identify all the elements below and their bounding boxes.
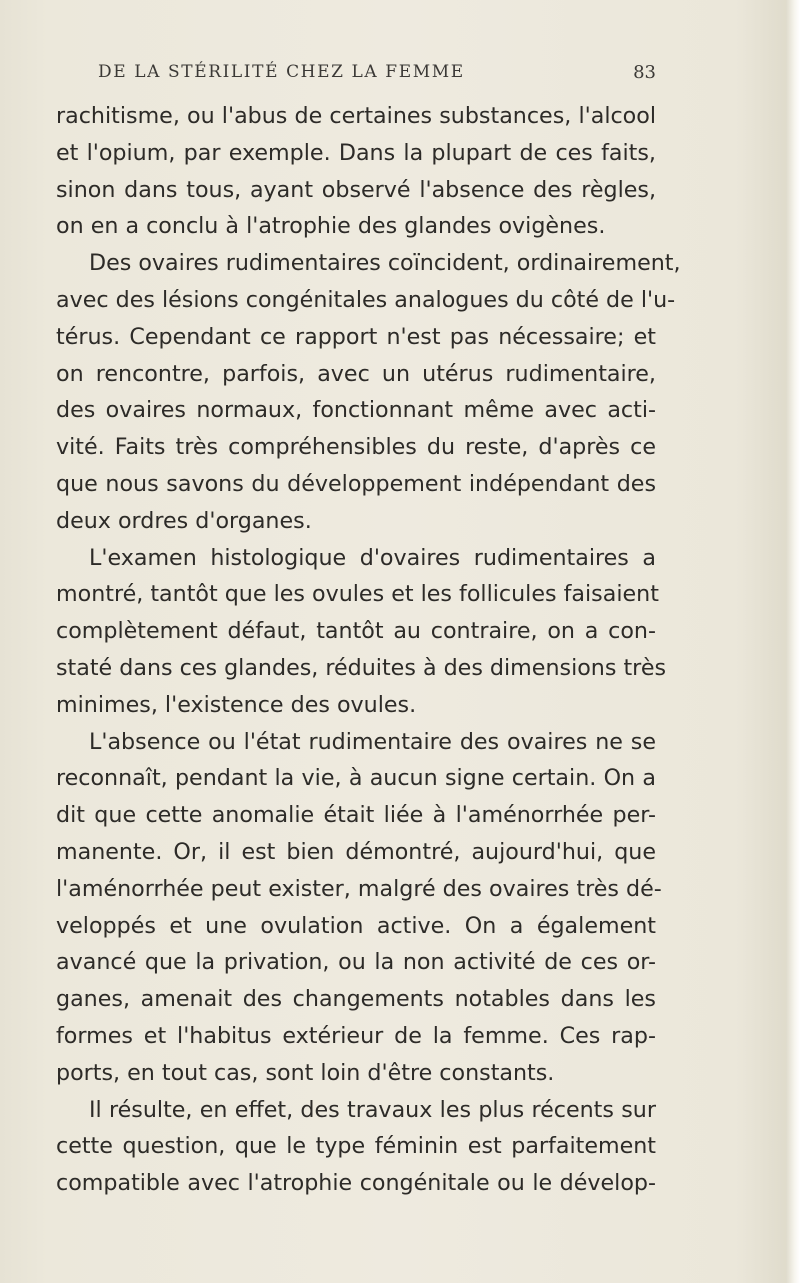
- text-line: que nous savons du développement indépendant des: [56, 470, 656, 497]
- text-line: Des ovaires rudimentaires coïncident, ordinairement,: [89, 250, 681, 277]
- text-line: compatible avec l'atrophie congénitale ou le dévelop-: [56, 1170, 656, 1197]
- text-line: avancé que la privation, ou la non activité de ces or-: [56, 949, 656, 976]
- text-line: sinon dans tous, ayant observé l'absence des règles,: [56, 176, 656, 203]
- text-line: des ovaires normaux, fonctionnant même avec acti-: [56, 397, 656, 424]
- page-number: 83: [633, 62, 656, 83]
- text-line: deux ordres d'organes.: [56, 507, 312, 534]
- text-line: cette question, que le type féminin est parfaitement: [56, 1133, 656, 1160]
- page-header: [98, 62, 656, 92]
- text-line: manente. Or, il est bien démontré, aujourd'hui, que: [56, 838, 656, 865]
- text-line: ports, en tout cas, sont loin d'être constants.: [56, 1059, 555, 1086]
- running-head: DE LA STÉRILITÉ CHEZ LA FEMME: [98, 62, 465, 82]
- text-line: térus. Cependant ce rapport n'est pas nécessaire; et: [56, 323, 656, 350]
- text-line: on en a conclu à l'atrophie des glandes ovigènes.: [56, 213, 606, 240]
- page-edge: [786, 0, 800, 1283]
- text-line: vité. Faits très compréhensibles du reste, d'après ce: [56, 434, 656, 461]
- text-line: L'absence ou l'état rudimentaire des ovaires ne se: [89, 728, 656, 755]
- text-line: on rencontre, parfois, avec un utérus rudimentaire,: [56, 360, 656, 387]
- text-line: formes et l'habitus extérieur de la femme. Ces rap-: [56, 1022, 656, 1049]
- text-line: staté dans ces glandes, réduites à des dimensions très: [56, 654, 667, 681]
- text-line: Il résulte, en effet, des travaux les plus récents sur: [89, 1096, 656, 1123]
- text-line: minimes, l'existence des ovules.: [56, 691, 417, 718]
- text-line: veloppés et une ovulation active. On a également: [56, 912, 656, 939]
- text-line: reconnaît, pendant la vie, à aucun signe certain. On a: [56, 765, 656, 792]
- text-line: complètement défaut, tantôt au contraire, on a con-: [56, 618, 656, 645]
- text-line: l'aménorrhée peut exister, malgré des ovaires très dé-: [56, 875, 662, 902]
- text-line: dit que cette anomalie était liée à l'aménorrhée per-: [56, 802, 656, 829]
- body-text: [56, 98, 681, 1202]
- text-line: L'examen histologique d'ovaires rudimentaires a: [89, 544, 656, 571]
- text-line: et l'opium, par exemple. Dans la plupart de ces faits,: [56, 139, 656, 166]
- text-line: montré, tantôt que les ovules et les follicules faisaient: [56, 581, 659, 608]
- text-line: avec des lésions congénitales analogues du côté de l'u-: [56, 286, 676, 313]
- text-line: rachitisme, ou l'abus de certaines substances, l'alcool: [56, 103, 656, 129]
- text-line: ganes, amenait des changements notables dans les: [56, 986, 656, 1013]
